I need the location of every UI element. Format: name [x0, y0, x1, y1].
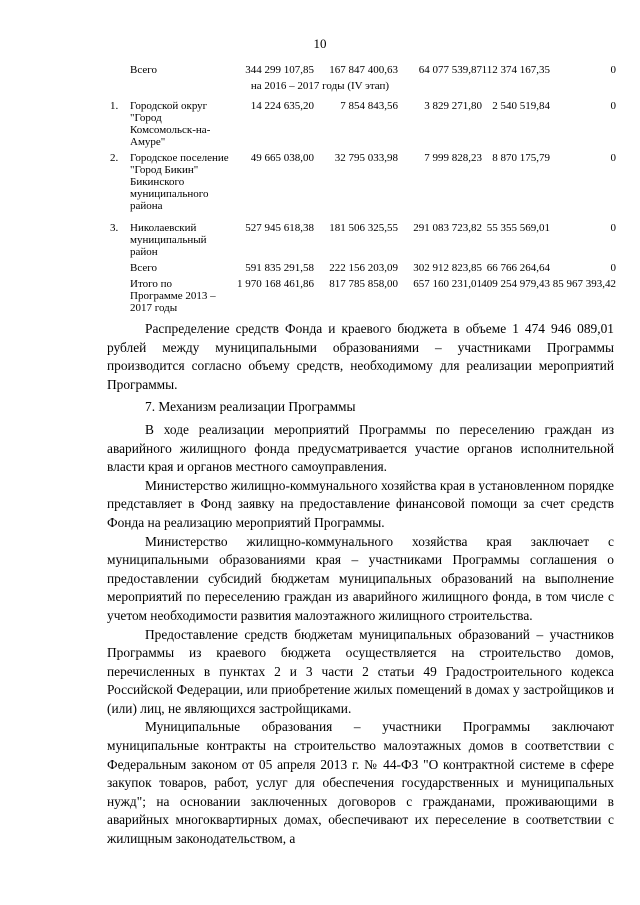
cell-local: 8 870 175,79: [492, 152, 550, 164]
cell-total: 14 224 635,20: [250, 100, 314, 112]
cell-fund: 222 156 203,09: [329, 262, 398, 274]
row-name: Всего: [130, 262, 157, 274]
body-text: [107, 320, 614, 849]
cell-fund: 167 847 400,63: [329, 64, 398, 76]
cell-other: 0: [610, 100, 616, 112]
row-name: Итого по Программе 2013 – 2017 годы: [130, 278, 216, 314]
page-number: 10: [313, 36, 327, 51]
cell-regional: 291 083 723,82: [413, 222, 482, 234]
paragraph: В ходе реализации мероприятий Программы по переселению граждан из аварийного жилищного фонда предусматривается участие органов исполнительной власти края и органов местного самоуправления.: [107, 421, 614, 475]
cell-total: 591 835 291,58: [245, 262, 314, 274]
row-number: 3.: [110, 222, 119, 234]
row-number: 2.: [110, 152, 119, 164]
cell-regional: 3 829 271,80: [424, 100, 482, 112]
table-row: [0, 100, 640, 150]
cell-regional: 302 912 823,85: [413, 262, 482, 274]
cell-regional: 657 160 231,01: [413, 278, 482, 290]
cell-fund: 817 785 858,00: [329, 278, 398, 290]
cell-fund: 181 506 325,55: [329, 222, 398, 234]
cell-total: 49 665 038,00: [250, 152, 314, 164]
cell-regional: 7 999 828,23: [424, 152, 482, 164]
cell-local: 409 254 979,43: [481, 278, 550, 290]
table-row: [0, 222, 640, 260]
cell-fund: 32 795 033,98: [334, 152, 398, 164]
cell-other: 85 967 393,42: [552, 278, 616, 290]
cell-local: 66 766 264,64: [486, 262, 550, 274]
paragraph: Распределение средств Фонда и краевого бюджета в объеме 1 474 946 089,01 рублей между муниципальными образованиями – участниками Программы производится согласно объему средств, необходимому для реализации мероприятий Программы.: [107, 321, 614, 392]
row-name: Всего: [130, 64, 157, 76]
cell-local: 55 355 569,01: [486, 222, 550, 234]
cell-other: 0: [610, 152, 616, 164]
cell-total: 527 945 618,38: [245, 222, 314, 234]
table-row: [0, 152, 640, 220]
paragraph: Министерство жилищно-коммунального хозяйства края заключает с муниципальными образованиями края – участниками Программы соглашения о предоставлении субсидий бюджетам муниципальных образований на выполнение мероприятий по переселению граждан из аварийного жилищного фонда, в том числе с учетом необходимости развития малоэтажного жилищного строительства.: [107, 533, 614, 623]
paragraph: Предоставление средств бюджетам муниципальных образований – участников Программы из краевого бюджета осуществляется на строительство домов, перечисленных в пунктах 2 и 3 части 2 статьи 49 Градостроительного кодекса Российской Федерации, или приобретение жилых помещений в домах у застройщиков и (или) лиц, не являющихся застройщиками.: [107, 626, 614, 716]
table-row: [0, 278, 640, 316]
stage-heading: на 2016 – 2017 годы (IV этап): [250, 80, 390, 92]
cell-other: 0: [610, 262, 616, 274]
table-row: [0, 262, 640, 276]
section-heading: 7. Механизм реализации Программы: [145, 399, 356, 415]
cell-other: 0: [610, 222, 616, 234]
row-name: Николаевский муниципальный район: [130, 222, 207, 258]
cell-total: 1 970 168 461,86: [237, 278, 314, 290]
cell-fund: 7 854 843,56: [340, 100, 398, 112]
cell-regional: 64 077 539,87: [418, 64, 482, 76]
cell-total: 344 299 107,85: [245, 64, 314, 76]
cell-local: 2 540 519,84: [492, 100, 550, 112]
paragraph: Министерство жилищно-коммунального хозяйства края в установленном порядке представляет в Фонд заявку на предоставление финансовой помощи за счет средств Фонда на реализацию мероприятий Программы.: [107, 477, 614, 530]
row-number: 1.: [110, 100, 119, 112]
row-name: Городское поселение "Город Бикин" Бикинского муниципального района: [130, 152, 229, 212]
paragraph: Муниципальные образования – участники Программы заключают муниципальные контракты на строительство малоэтажных домов в соответствии с Федеральным законом от 05 апреля 2013 г. № 44-ФЗ "О контрактной системе в сфере закупок товаров, работ, услуг для обеспечения государственных и муниципальных нужд"; на основании заключенных договоров с гражданами, проживающими в аварийных многоквартирных домах, обеспечивают их переселение в соответствии с жилищным законодательством, а: [107, 719, 614, 847]
table-row: [0, 64, 640, 78]
cell-local: 112 374 167,35: [481, 64, 550, 76]
row-name: Городской округ "Город Комсомольск-на-Амуре": [130, 100, 211, 148]
cell-other: 0: [610, 64, 616, 76]
